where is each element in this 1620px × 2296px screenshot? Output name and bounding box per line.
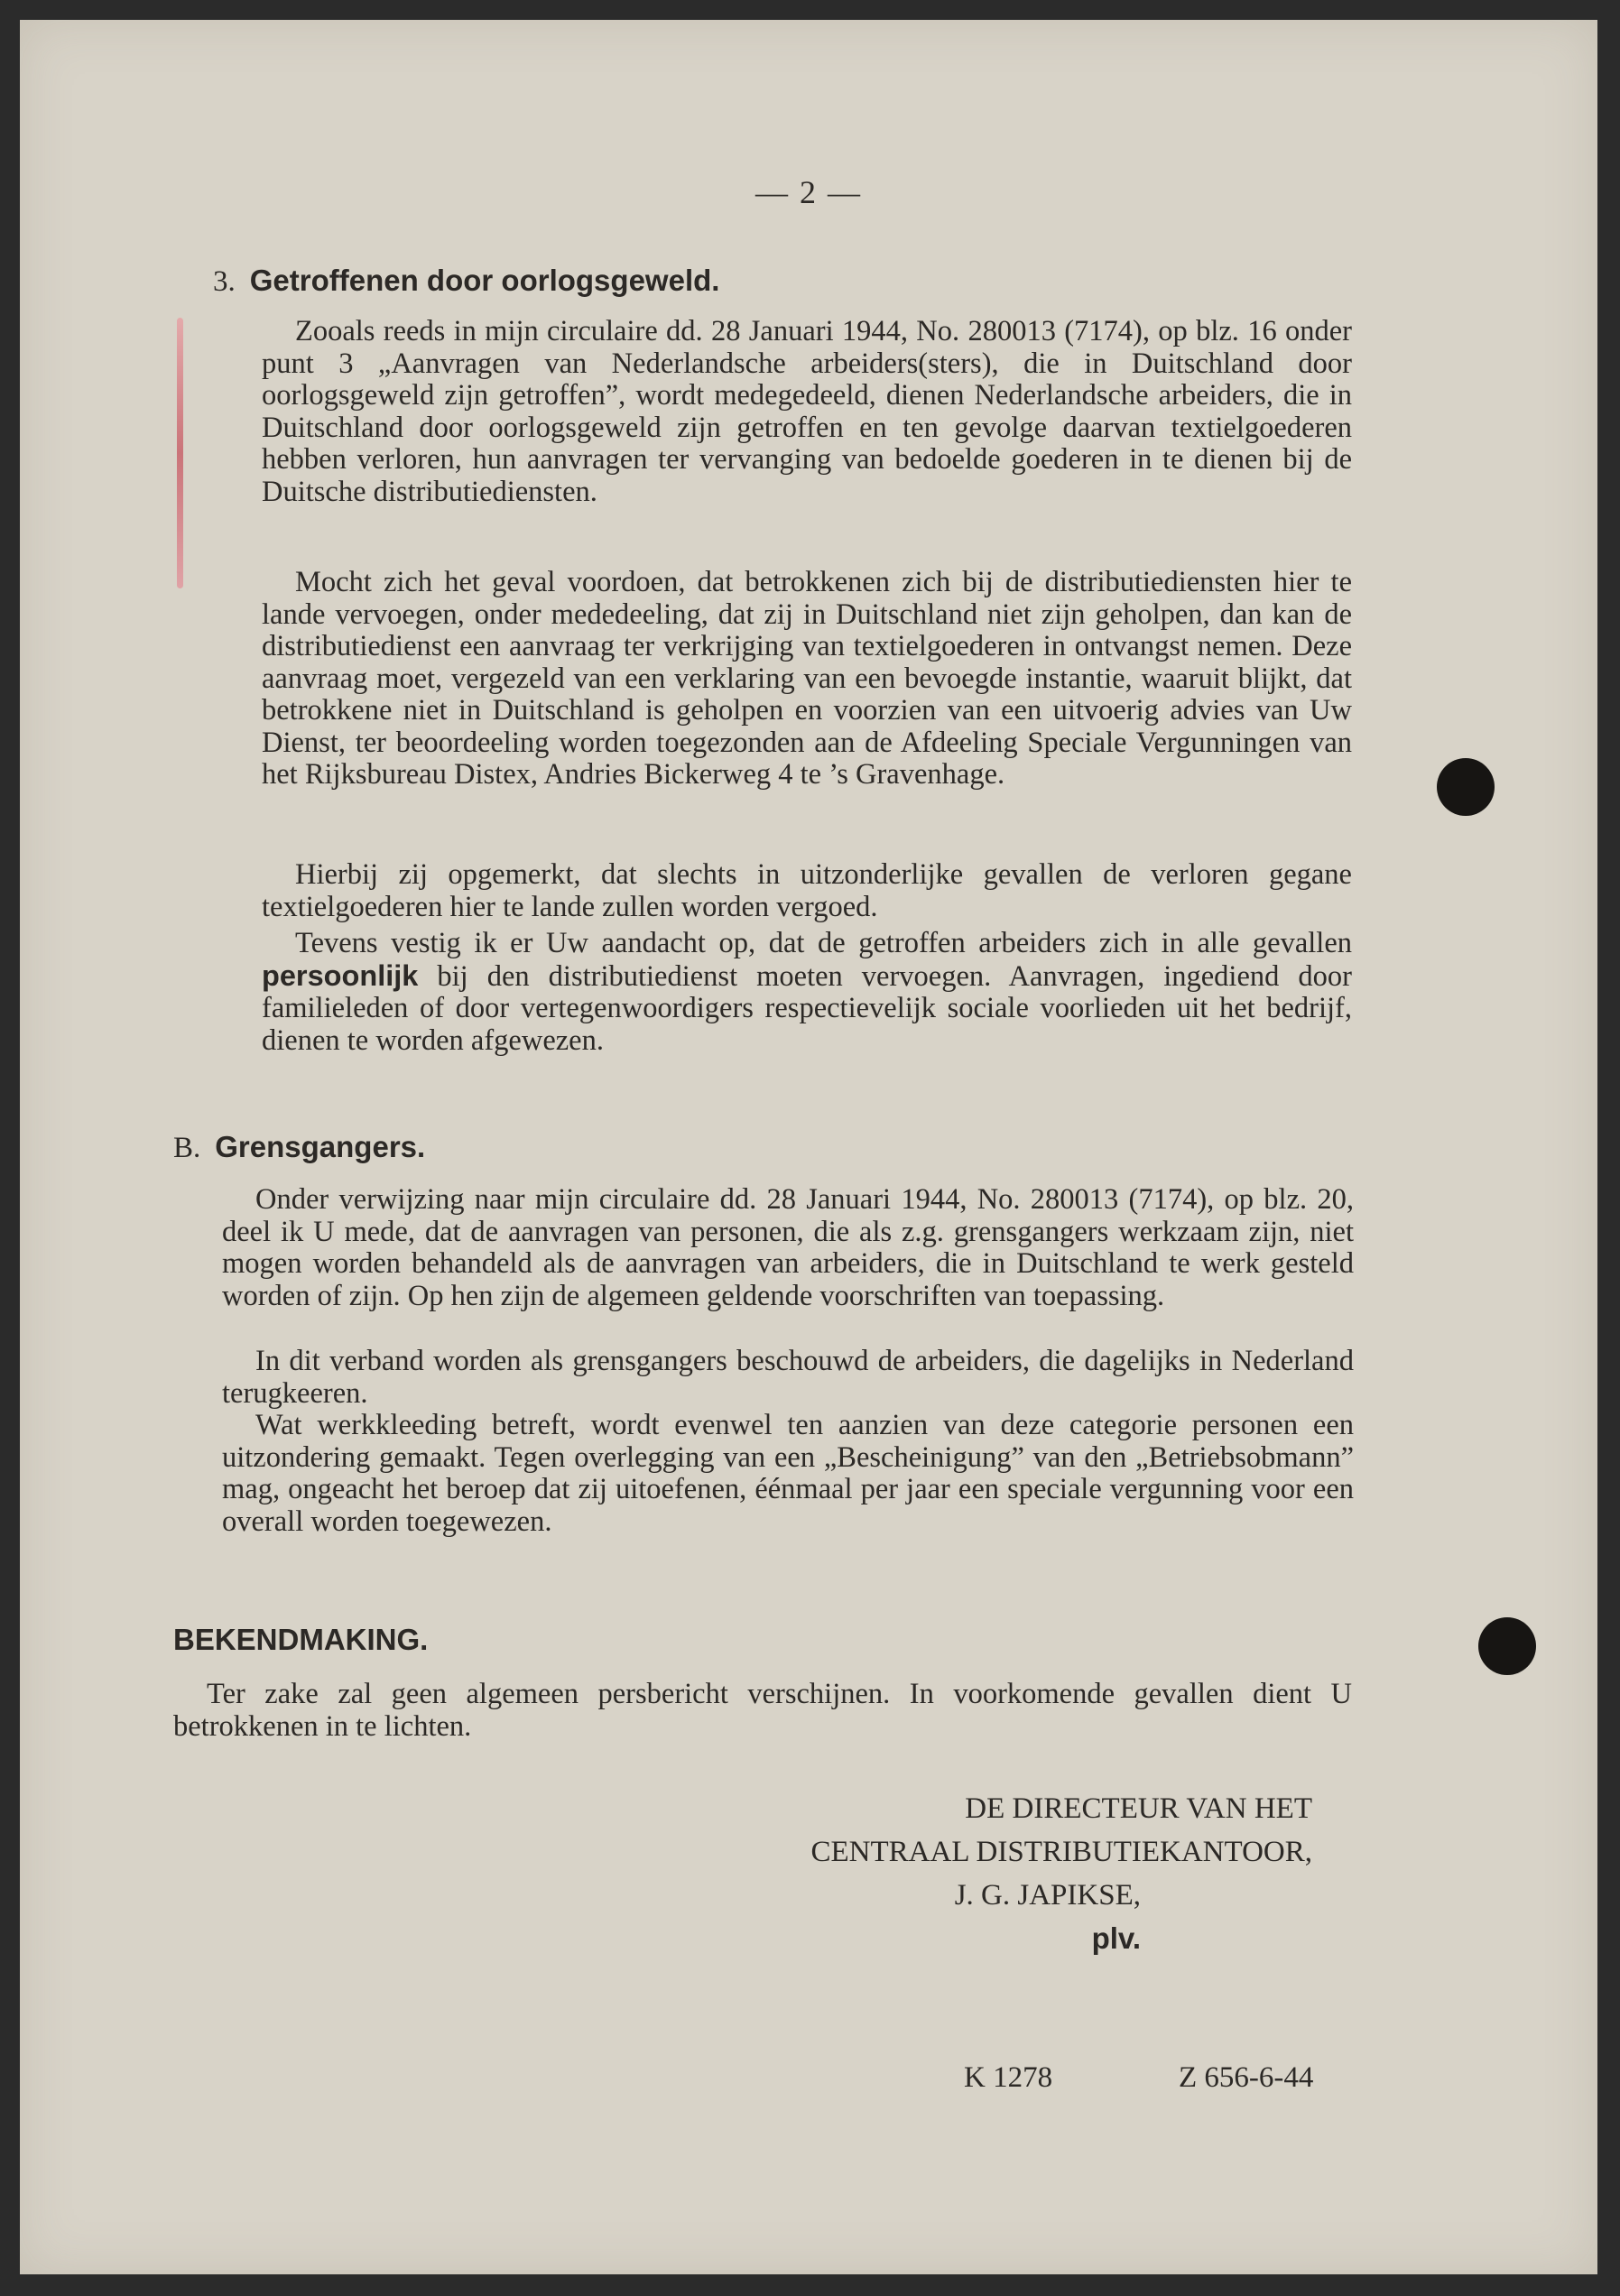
section-b-paragraph-3: Wat werkkleeding betreft, wordt evenwel ten aanzien van deze categorie personen een uitzondering gemaakt. Tegen overlegging van een „Bescheinigung” van den „Betriebsobmann” mag, ongeacht het beroep dat zij uitoefenen, éénmaal per jaar een speciale vergunning voor een overall worden toegewezen. bbox=[222, 1409, 1354, 1538]
section-3-number: 3. bbox=[213, 265, 236, 298]
announcement-heading: BEKENDMAKING. bbox=[173, 1623, 429, 1656]
section-3-heading bbox=[213, 264, 719, 299]
document-page bbox=[20, 20, 1597, 2274]
reference-left: K 1278 bbox=[964, 2061, 1053, 2094]
section-b-heading bbox=[173, 1130, 425, 1165]
red-pencil-mark bbox=[177, 318, 183, 588]
section-b-paragraph-1: Onder verwijzing naar mijn circulaire dd. 28 Januari 1944, No. 280013 (7174), op blz. 20, deel ik U mede, dat de aanvragen van personen, die als z.g. grensgangers werkzaam zijn, niet mogen worden behandeld als de aanvragen van arbeiders, die in Duitschland te werk gesteld worden of zijn. Op hen zijn de algemeen geldende voorschriften van toepassing. bbox=[222, 1183, 1354, 1312]
para4-bold-word: persoonlijk bbox=[262, 958, 419, 992]
punch-hole-bottom bbox=[1478, 1617, 1536, 1675]
reference-right: Z 656-6-44 bbox=[1179, 2061, 1314, 2094]
section-b-paragraph-2: In dit verband worden als grensgangers beschouwd de arbeiders, die dagelijks in Nederland terugkeeren. bbox=[222, 1345, 1354, 1410]
signature-line-2: CENTRAAL DISTRIBUTIEKANTOOR, bbox=[810, 1836, 1312, 1868]
page-number: — 2 — bbox=[755, 174, 862, 210]
signatory-suffix: plv. bbox=[1091, 1921, 1141, 1955]
section-3-paragraph-1: Zooals reeds in mijn circulaire dd. 28 Januari 1944, No. 280013 (7174), op blz. 16 onder punt 3 „Aanvragen van Nederlandsche arbeiders(sters), die in Duitschland door oorlogsgeweld zijn getroffen”, wordt medegedeeld, dienen Nederlandsche arbeiders, die in Duitschland door oorlogsgeweld zijn getroffen en ten gevolge daarvan textielgoederen hebben verloren, hun aanvragen ter vervanging van bedoelde goederen in te dienen bij de Duitsche distributiediensten. bbox=[262, 315, 1352, 508]
punch-hole-top bbox=[1437, 758, 1495, 816]
section-3-title: Getroffenen door oorlogsgeweld. bbox=[249, 264, 720, 297]
signature-block bbox=[500, 1787, 1312, 1960]
section-b-number: B. bbox=[173, 1132, 201, 1164]
para4-text-after: bij den distributiedienst moeten vervoegen. Aanvragen, ingediend door familieleden of door vertegenwoordigers respectievelijk sociale voorlieden uit het bedrijf, dienen te worden afgewezen. bbox=[262, 959, 1352, 1057]
section-b-title: Grensgangers. bbox=[215, 1130, 426, 1163]
signature-line-1: DE DIRECTEUR VAN HET bbox=[965, 1792, 1312, 1825]
section-3-paragraph-4 bbox=[262, 928, 1352, 1057]
para4-text-before: Tevens vestig ik er Uw aandacht op, dat de getroffen arbeiders zich in alle gevallen bbox=[295, 927, 1352, 959]
signatory-name: J. G. JAPIKSE, bbox=[954, 1879, 1141, 1912]
section-3-paragraph-3: Hierbij zij opgemerkt, dat slechts in uitzonderlijke gevallen de verloren gegane textielgoederen hier te lande zullen worden vergoed. bbox=[262, 858, 1352, 923]
section-3-paragraph-2: Mocht zich het geval voordoen, dat betrokkenen zich bij de distributiediensten hier te lande vervoegen, onder mededeeling, dat zij in Duitschland niet zijn geholpen, dan kan de distributiedienst een aanvraag ter verkrijging van textielgoederen in ontvangst nemen. Deze aanvraag moet, vergezeld van een verklaring van een bevoegde instantie, waaruit blijkt, dat betrokkene niet in Duitschland is geholpen en voorzien van een uitvoerig advies van Uw Dienst, ter beoordeeling worden toegezonden aan de Afdeeling Speciale Vergunningen van het Rijksbureau Distex, Andries Bickerweg 4 te ’s Gravenhage. bbox=[262, 566, 1352, 791]
announcement-text: Ter zake zal geen algemeen persbericht verschijnen. In voorkomende gevallen dient U betrokkenen in te lichten. bbox=[173, 1678, 1352, 1743]
